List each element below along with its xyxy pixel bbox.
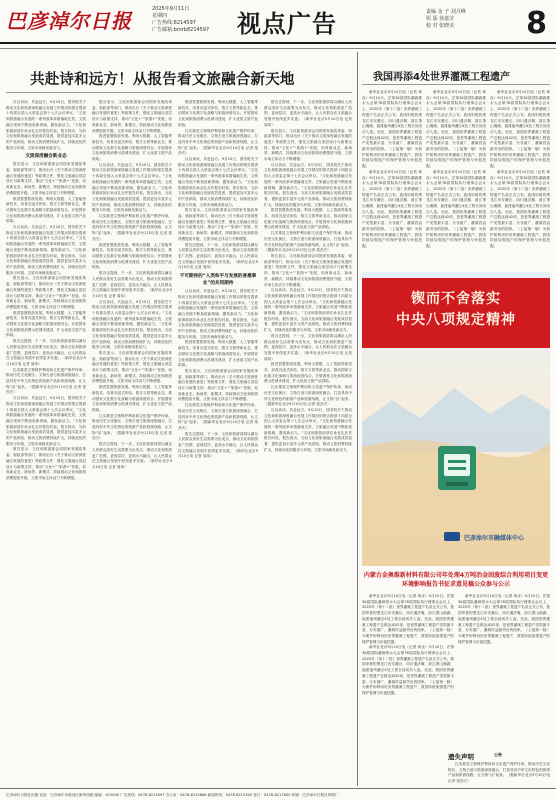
paragraph: 新华社北京9月10日电（记者 黄垚）9月10日，在第36届国际灌溉排水大会第76届国际执行理事会会议上，2025年（第十二批）世界灌溉工程遗产名录正式公布，我国申报的黑龙江庆安灌区、四川通济堰、浙江萧山湘湖、福建福州灌区4处工程全部成功入选。至此，我国世界灌溉工程遗产总数达到42项，是世界灌溉工程遗产类型最丰富、分布最广、灌溉效益最突出的国家。（上接第一版）为保护和利用好世界灌溉工程遗产，我国持续加强遗产的保护管理与价值挖掘。 — [490, 90, 550, 169]
lost-notice-title: 遗失声明 — [448, 753, 474, 761]
paragraph: 旦以谈谈，共赴远方。9月10日，国务院关于推动文化和旅游深度融合发展工作情况的报告提请十四届全国人大常委会第十七次会议审议。“文化和旅游融合发展的一系列改革举措落地生效，文旅融合发展不断拓宽新领域、激发新活力。”文化和旅游部部长孙业礼在作报告时说。报告指出，当前文化和旅游融合发展成效显著，提供更加丰富多元的产品供给，推动文旅消费持续扩大，持续优化的服务与环境，文旅市场焕发新活力。 — [6, 100, 86, 150]
right-column-1 — [362, 90, 422, 266]
paragraph: 旦以谈谈，共赴远方。9月10日，国务院关于推动文化和旅游深度融合发展工作情况的报告提请十四届全国人大常委会第十七次会议审议。“文化和旅游融合发展的一系列改革举措落地生效，文旅融合发展不断拓宽新领域、激发新活力。”文化和旅游部部长孙业礼在作报告时说。报告指出，当前文化和旅游融合发展成效显著，提供更加丰富多元的产品供给，推动文旅消费持续扩大，持续优化的服务与环境，文旅市场焕发新活力。 — [178, 157, 258, 207]
paragraph: 扎实推进文物保护利用和文化遗产保护传承，推动历史文化街区、文物古迹与旅游深度融合，打造具有中华文化特色的旅游产品和旅游线路，让文物“活”起来。（据新华社北京9月10日电 记者 梁劲夫） — [6, 367, 86, 395]
paragraph: 旦以谈谈，共赴远方。9月10日，国务院关于推动文化和旅游深度融合发展工作情况的报告提请十四届全国人大常委会第十七次会议审议。“文化和旅游融合发展的一系列改革举措落地生效，文旅融合发展不断拓宽新领域、激发新活力。”文化和旅游部部长孙业礼在作报告时说。报告指出，当前文化和旅游融合发展成效显著，提供更加丰富多元的产品供给，推动文旅消费持续扩大，持续优化的服务与环境，文旅市场焕发新活力。 — [264, 162, 352, 207]
paragraph: 报告还提到，下一步，文化和旅游部将以满足人民群众美好生活需要为出发点，推动文化和旅游更广范围、更深层次、更高水平融合，让人民群众在文旅融合发展中获得更多实惠。（新华社北京9月10日电 记者 周玮） — [92, 442, 172, 469]
paragraph: 扎实推进文物保护利用和文化遗产保护传承，推动历史文化街区、文物古迹与旅游深度融合，打造具有中华文化特色的旅游产品和旅游线路，让文物“活”起来。（据新华社北京9月10日电 记者 梁劲夫） — [92, 214, 172, 241]
paragraph: 推进智慧旅游发展。利用大数据、人工智能等新技术，培育沉浸式体验、数字文旅等新业态，推动国家文化数字化战略与旅游深度结合。开展国家文化和旅游消费示范城市建设，扩大优质文旅产品供给。 — [178, 100, 258, 127]
paragraph: 旦以谈谈，共赴远方。9月10日，国务院关于推动文化和旅游深度融合发展工作情况的报告提请十四届全国人大常委会第十七次会议审议。“文化和旅游融合发展的一系列改革举措落地生效，文旅融合发展不断拓宽新领域、激发新活力。”文化和旅游部部长孙业礼在作报告时说。报告指出，当前文化和旅游融合发展成效显著，提供更加丰富多元的产品供给，推动文旅消费持续扩大，持续优化的服务与环境，文旅市场焕发新活力。 — [6, 225, 86, 275]
right-column-2 — [426, 90, 486, 266]
issue-meta — [152, 6, 209, 34]
paragraph: 推进智慧旅游发展。利用大数据、人工智能等新技术，培育沉浸式体验、数字文旅等新业态，推动国家文化数字化战略与旅游深度结合。开展国家文化和旅游消费示范城市建设，扩大优质文旅产品供给。 — [6, 310, 86, 338]
paragraph: 新华社北京9月10日电（记者 黄垚）9月10日，在第36届国际灌溉排水大会第76届国际执行理事会会议上，2025年（第十二批）世界灌溉工程遗产名录正式公布，我国申报的黑龙江庆安灌区、四川通济堰、浙江萧山湘湖、福建福州灌区4处工程全部成功入选。至此，我国世界灌溉工程遗产总数达到42项，是世界灌溉工程遗产类型最丰富、分布最广、灌溉效益最突出的国家。（上接第一版）为保护和利用好世界灌溉工程遗产，我国持续加强遗产的保护管理与价值挖掘。 — [362, 645, 454, 695]
paragraph: 新华社北京9月10日电（记者 黄垚）9月10日，在第36届国际灌溉排水大会第76届国际执行理事会会议上，2025年（第十二批）世界灌溉工程遗产名录正式公布，我国申报的黑龙江庆安灌区、四川通济堰、浙江萧山湘湖、福建福州灌区4处工程全部成功入选。至此，我国世界灌溉工程遗产总数达到42项，是世界灌溉工程遗产类型最丰富、分布最广、灌溉效益最突出的国家。（上接第一版）为保护和利用好世界灌溉工程遗产，我国持续加强遗产的保护管理与价值挖掘。 — [362, 594, 454, 644]
paragraph: 旦以谈谈，共赴远方。9月10日，国务院关于推动文化和旅游深度融合发展工作情况的报告提请十四届全国人大常委会第十七次会议审议。“文化和旅游融合发展的一系列改革举措落地生效，文旅融合发展不断拓宽新领域、激发新活力。”文化和旅游部部长孙业礼在作报告时说。报告指出，当前文化和旅游融合发展成效显著，提供更加丰富多元的产品供给，推动文旅消费持续扩大，持续优化的服务与环境，文旅市场焕发新活力。 — [92, 162, 172, 213]
page-footer: 巴彦淖尔日报社出版 社址：巴彦淖尔市临河区新华西街 邮编：015000 广告热线：0478-8214597 办公室：0478-8215866 新闻热线：0478-8212345 发行：0478-8217800 印刷：巴彦淖尔日报社印刷厂 — [6, 793, 339, 797]
paragraph: 报告显示，文化和旅游部会同国家发展改革委、财政部等部门，推动出台《关于推动文旅深度融合发展的意见》等政策文件，强化文旅融合顶层设计与政策支持，推动“文化+”“旅游+”发展，培育新业态、新场景、新模式，持续推动文化和旅游消费提质升级，文旅市场主体活力不断增强。 — [92, 350, 172, 384]
paragraph: 旦以谈谈，共赴远方。9月10日，国务院关于推动文化和旅游深度融合发展工作情况的报告提请十四届全国人大常委会第十七次会议审议。“文化和旅游融合发展的一系列改革举措落地生效，文旅融合发展不断拓宽新领域、激发新活力。”文化和旅游部部长孙业礼在作报告时说。报告指出，当前文化和旅游融合发展成效显著，提供更加丰富多元的产品供给，推动文旅消费持续扩大，持续优化的服务与环境，文旅市场焕发新活力。 — [6, 396, 86, 446]
newspaper-logo: 巴彦淖尔日报 — [6, 9, 132, 33]
paragraph: 报告显示，文化和旅游部会同国家发展改革委、财政部等部门，推动出台《关于推动文旅深度融合发展的意见》等政策文件，强化文旅融合顶层设计与政策支持，推动“文化+”“旅游+”发展，培育新业态、新场景、新模式，持续推动文化和旅游消费提质升级，文旅市场主体活力不断增强。 — [178, 368, 258, 402]
paragraph: 新华社北京9月10日电（记者 黄垚）9月10日，在第36届国际灌溉排水大会第76届国际执行理事会会议上，2025年（第十二批）世界灌溉工程遗产名录正式公布，我国申报的黑龙江庆安灌区、四川通济堰、浙江萧山湘湖、福建福州灌区4处工程全部成功入选。至此，我国世界灌溉工程遗产总数达到42项，是世界灌溉工程遗产类型最丰富、分布最广、灌溉效益最突出的国家。（上接第一版）为保护和利用好世界灌溉工程遗产，我国持续加强遗产的保护管理与价值挖掘。 — [362, 169, 422, 248]
ad-email: 广告邮箱:bmrb8214597 — [152, 27, 210, 33]
paragraph: 扎实推进文物保护利用和文化遗产保护传承，推动历史文化街区、文物古迹与旅游深度融合，打造具有中华文化特色的旅游产品和旅游线路，让文物“活”起来。（据新华社北京9月10日电 记者 梁劲夫） — [178, 403, 258, 430]
left-article-title: 共赴诗和远方！从报告看文旅融合新天地 — [30, 72, 295, 88]
paragraph: 推进智慧旅游发展。利用大数据、人工智能等新技术，培育沉浸式体验、数字文旅等新业态，推动国家文化数字化战略与旅游深度结合。开展国家文化和旅游消费示范城市建设，扩大优质文旅产品供给。 — [264, 362, 352, 384]
paragraph: 旦以谈谈，共赴远方。9月10日，国务院关于推动文化和旅游深度融合发展工作情况的报告提请十四届全国人大常委会第十七次会议审议。“文化和旅游融合发展的一系列改革举措落地生效，文旅融合发展不断拓宽新领域、激发新活力。”文化和旅游部部长孙业礼在作报告时说。报告指出，当前文化和旅游融合发展成效显著，提供更加丰富多元的产品供给，推动文旅消费持续扩大，持续优化的服务与环境，文旅市场焕发新活力。 — [264, 288, 352, 333]
paragraph: 报告显示，文化和旅游部会同国家发展改革委、财政部等部门，推动出台《关于推动文旅深度融合发展的意见》等政策文件，强化文旅融合顶层设计与政策支持，推动“文化+”“旅游+”发展，培育新业态、新场景、新模式，持续推动文化和旅游消费提质升级，文旅市场主体活力不断增强。 — [92, 100, 172, 133]
paragraph: 推进智慧旅游发展。利用大数据、人工智能等新技术，培育沉浸式体验、数字文旅等新业态，推动国家文化数字化战略与旅游深度结合。开展国家文化和旅游消费示范城市建设，扩大优质文旅产品供给。 — [178, 340, 258, 368]
paragraph: 扎实推进文物保护利用和文化遗产保护传承，推动历史文化街区、文物古迹与旅游深度融合，打造具有中华文化特色的旅游产品和旅游线路，让文物“活”起来。（据新华社北京9月10日电 记者 梁劲夫） — [264, 231, 352, 253]
left-column-2 — [92, 100, 172, 780]
lost-notice-label: 公告 — [494, 752, 502, 757]
paragraph: 报告显示，文化和旅游部会同国家发展改革委、财政部等部门，推动出台《关于推动文旅深度融合发展的意见》等政策文件，强化文旅融合顶层设计与政策支持，推动“文化+”“旅游+”发展，培育新业态、新场景、新模式，持续推动文化和旅游消费提质升级，文旅市场主体活力不断增强。 — [6, 162, 86, 195]
paragraph: 扎实推进文物保护利用和文化遗产保护传承，推动历史文化街区、文物古迹与旅游深度融合，打造具有中华文化特色的旅游产品和旅游线路，让文物“活”起来。（据新华社北京9月10日电 记者 梁劲夫） — [178, 128, 258, 156]
paragraph: 报告还提到，下一步，文化和旅游部将以满足人民群众美好生活需要为出发点，推动文化和旅游更广范围、更深层次、更高水平融合，让人民群众在文旅融合发展中获得更多实惠。（新华社北京9月10日电 记者 周玮） — [178, 242, 258, 270]
paragraph: 新华社北京9月10日电（记者 黄垚）9月10日，在第36届国际灌溉排水大会第76届国际执行理事会会议上，2025年（第十二批）世界灌溉工程遗产名录正式公布，我国申报的黑龙江庆安灌区、四川通济堰、浙江萧山湘湖、福建福州灌区4处工程全部成功入选。至此，我国世界灌溉工程遗产总数达到42项，是世界灌溉工程遗产类型最丰富、分布最广、灌溉效益最突出的国家。（上接第一版）为保护和利用好世界灌溉工程遗产，我国持续加强遗产的保护管理与价值挖掘。 — [362, 90, 422, 169]
ad-phone: 广告热线:8214597 — [152, 20, 196, 26]
paragraph: 报告还提到，下一步，文化和旅游部将以满足人民群众美好生活需要为出发点，推动文化和旅游更广范围、更深层次、更高水平融合，让人民群众在文旅融合发展中获得更多实惠。（新华社北京9月10日电 记者 周玮） — [264, 100, 352, 127]
lost-notice-body — [448, 762, 550, 786]
paragraph: 新华社北京9月10日电（记者 黄垚）9月10日，在第36届国际灌溉排水大会第76届国际执行理事会会议上，2025年（第十二批）世界灌溉工程遗产名录正式公布，我国申报的黑龙江庆安灌区、四川通济堰、浙江萧山湘湖、福建福州灌区4处工程全部成功入选。至此，我国世界灌溉工程遗产总数达到42项，是世界灌溉工程遗产类型最丰富、分布最广、灌溉效益最突出的国家。（上接第一版）为保护和利用好世界灌溉工程遗产，我国持续加强遗产的保护管理与价值挖掘。 — [426, 90, 486, 169]
paragraph: 报告显示，文化和旅游部会同国家发展改革委、财政部等部门，推动出台《关于推动文旅深度融合发展的意见》等政策文件，强化文旅融合顶层设计与政策支持，推动“文化+”“旅游+”发展，培育新业态、新场景、新模式，持续推动文化和旅游消费提质升级，文旅市场主体活力不断增强。 — [264, 253, 352, 287]
paragraph: 报告显示，文化和旅游部会同国家发展改革委、财政部等部门，推动出台《关于推动文旅深度融合发展的意见》等政策文件，强化文旅融合顶层设计与政策支持，推动“文化+”“旅游+”发展，培育新业态、新场景、新模式，持续推动文化和旅游消费提质升级，文旅市场主体活力不断增强。 — [178, 208, 258, 241]
paragraph: 扎实推进文物保护利用和文化遗产保护传承，推动历史文化街区、文物古迹与旅游深度融合，打造具有中华文化特色的旅游产品和旅游线路，让文物“活”起来。（据新华社北京9月10日电 记者 梁劲夫） — [448, 762, 550, 784]
poster-slogan-line1: 锲而不舍落实 — [411, 291, 501, 307]
paragraph: 推进智慧旅游发展。利用大数据、人工智能等新技术，培育沉浸式体验、数字文旅等新业态，推动国家文化数字化战略与旅游深度结合。开展国家文化和旅游消费示范城市建设，扩大优质文旅产品供给。 — [264, 208, 352, 230]
paragraph: 推进智慧旅游发展。利用大数据、人工智能等新技术，培育沉浸式体验、数字文旅等新业态，推动国家文化数字化战略与旅游深度结合。开展国家文化和旅游消费示范城市建设，扩大优质文旅产品供给。 — [92, 134, 172, 162]
paragraph: 报告还提到，下一步，文化和旅游部将以满足人民群众美好生活需要为出发点，推动文化和旅游更广范围、更深层次、更高水平融合，让人民群众在文旅融合发展中获得更多实惠。（新华社北京9月10日电 记者 周玮） — [6, 339, 86, 366]
paragraph: 报告显示，文化和旅游部会同国家发展改革委、财政部等部门，推动出台《关于推动文旅深度融合发展的意见》等政策文件，强化文旅融合顶层设计与政策支持，推动“文化+”“旅游+”发展，培育新业态、新场景、新模式，持续推动文化和旅游消费提质升级，文旅市场主体活力不断增强。 — [6, 447, 86, 480]
poster-landscape-illustration — [362, 272, 550, 566]
page-number: 8 — [526, 6, 547, 41]
right-title-underline — [362, 84, 550, 85]
paragraph: 新华社北京9月10日电（记者 黄垚）9月10日，在第36届国际灌溉排水大会第76届国际执行理事会会议上，2025年（第十二批）世界灌溉工程遗产名录正式公布，我国申报的黑龙江庆安灌区、四川通济堰、浙江萧山湘湖、福建福州灌区4处工程全部成功入选。至此，我国世界灌溉工程遗产总数达到42项，是世界灌溉工程遗产类型最丰富、分布最广、灌溉效益最突出的国家。（上接第一版）为保护和利用好世界灌溉工程遗产，我国持续加强遗产的保护管理与价值挖掘。 — [458, 594, 550, 644]
eia-notice-title: 内蒙古金奥维新材料有限公司年处理4万吨冶金固废综合利用项目变更环境影响报告书征求意见稿公众参与公示 — [363, 572, 549, 588]
paragraph: 扎实推进文物保护利用和文化遗产保护传承，推动历史文化街区、文物古迹与旅游深度融合，打造具有中华文化特色的旅游产品和旅游线路，让文物“活”起来。（据新华社北京9月10日电 记者 梁劲夫） — [264, 385, 352, 407]
notice-column-1 — [362, 594, 454, 782]
paragraph: 推进智慧旅游发展。利用大数据、人工智能等新技术，培育沉浸式体验、数字文旅等新业态，推动国家文化数字化战略与旅游深度结合。开展国家文化和旅游消费示范城市建设，扩大优质文旅产品供给。 — [92, 385, 172, 412]
paragraph: 扎实推进文物保护利用和文化遗产保护传承，推动历史文化街区、文物古迹与旅游深度融合，打造具有中华文化特色的旅游产品和旅游线路，让文物“活”起来。（据新华社北京9月10日电 记者 梁劲夫） — [92, 413, 172, 441]
masthead — [0, 0, 556, 44]
notice-column-2 — [458, 594, 550, 746]
left-column-3 — [178, 100, 258, 780]
right-article-title: 我国再添4处世界灌溉工程遗产 — [373, 72, 510, 83]
paragraph: 报告还提到，下一步，文化和旅游部将以满足人民群众美好生活需要为出发点，推动文化和旅游更广范围、更深层次、更高水平融合，让人民群众在文旅融合发展中获得更多实惠。（新华社北京9月10日电 记者 周玮） — [264, 333, 352, 361]
editors-block: 责编 金 子 刘月峰 组 版 徐嘉莹 校 对 张晓美 — [426, 9, 466, 29]
paragraph: 旦以谈谈，共赴远方。9月10日，国务院关于推动文化和旅游深度融合发展工作情况的报告提请十四届全国人大常委会第十七次会议审议。“文化和旅游融合发展的一系列改革举措落地生效，文旅融合发展不断拓宽新领域、激发新活力。”文化和旅游部部长孙业礼在作报告时说。报告指出，当前文化和旅游融合发展成效显著，提供更加丰富多元的产品供给，推动文旅消费持续扩大，持续优化的服务与环境，文旅市场焕发新活力。 — [264, 407, 352, 452]
paragraph: 报告还提到，下一步，文化和旅游部将以满足人民群众美好生活需要为出发点，推动文化和旅游更广范围、更深层次、更高水平融合，让人民群众在文旅融合发展中获得更多实惠。（新华社北京9月10日电 记者 周玮） — [178, 431, 258, 459]
poster-organization: 巴彦淖尔市融媒体中心 — [464, 535, 525, 542]
paragraph: 报告还提到，下一步，文化和旅游部将以满足人民群众美好生活需要为出发点，推动文化和旅游更广范围、更深层次、更高水平融合，让人民群众在文旅融合发展中获得更多实惠。（新华社北京9月10日电 记者 周玮） — [92, 271, 172, 298]
left-column-4 — [264, 100, 352, 780]
left-title-underline — [6, 92, 352, 93]
subheading: 不可期待的“人类和平与发展的普惠事业”的共同期待 — [179, 274, 257, 287]
issue-weekday: 星期四 — [152, 13, 168, 19]
poster-slogan-line2: 中央八项规定精神 — [396, 312, 516, 328]
section-title: 视点广告 — [237, 9, 337, 38]
issue-date: 2025年9月11日 — [152, 6, 190, 12]
subheading: 文旅深度融合新业态 — [25, 154, 67, 160]
paragraph: 推进智慧旅游发展。利用大数据、人工智能等新技术，培育沉浸式体验、数字文旅等新业态，推动国家文化数字化战略与旅游深度结合。开展国家文化和旅游消费示范城市建设，扩大优质文旅产品供给。 — [92, 242, 172, 270]
divider-bottom — [0, 788, 556, 789]
public-service-poster — [362, 272, 550, 566]
divider-vertical — [357, 52, 358, 786]
paragraph: 旦以谈谈，共赴远方。9月10日，国务院关于推动文化和旅游深度融合发展工作情况的报告提请十四届全国人大常委会第十七次会议审议。“文化和旅游融合发展的一系列改革举措落地生效，文旅融合发展不断拓宽新领域、激发新活力。”文化和旅游部部长孙业礼在作报告时说。报告指出，当前文化和旅游融合发展成效显著，提供更加丰富多元的产品供给，推动文旅消费持续扩大，持续优化的服务与环境，文旅市场焕发新活力。 — [92, 299, 172, 350]
divider-top — [0, 48, 556, 49]
paragraph: 新华社北京9月10日电（记者 黄垚）9月10日，在第36届国际灌溉排水大会第76届国际执行理事会会议上，2025年（第十二批）世界灌溉工程遗产名录正式公布，我国申报的黑龙江庆安灌区、四川通济堰、浙江萧山湘湖、福建福州灌区4处工程全部成功入选。至此，我国世界灌溉工程遗产总数达到42项，是世界灌溉工程遗产类型最丰富、分布最广、灌溉效益最突出的国家。（上接第一版）为保护和利用好世界灌溉工程遗产，我国持续加强遗产的保护管理与价值挖掘。 — [426, 169, 486, 248]
left-column-1 — [6, 100, 86, 780]
paragraph: 报告显示，文化和旅游部会同国家发展改革委、财政部等部门，推动出台《关于推动文旅深度融合发展的意见》等政策文件，强化文旅融合顶层设计与政策支持，推动“文化+”“旅游+”发展，培育新业态、新场景、新模式，持续推动文化和旅游消费提质升级，文旅市场主体活力不断增强。 — [264, 128, 352, 162]
paragraph: 报告显示，文化和旅游部会同国家发展改革委、财政部等部门，推动出台《关于推动文旅深度融合发展的意见》等政策文件，强化文旅融合顶层设计与政策支持，推动“文化+”“旅游+”发展，培育新业态、新场景、新模式，持续推动文化和旅游消费提质升级，文旅市场主体活力不断增强。 — [6, 276, 86, 309]
paragraph: 推进智慧旅游发展。利用大数据、人工智能等新技术，培育沉浸式体验、数字文旅等新业态，推动国家文化数字化战略与旅游深度结合。开展国家文化和旅游消费示范城市建设，扩大优质文旅产品供给。 — [6, 196, 86, 224]
paragraph: 新华社北京9月10日电（记者 黄垚）9月10日，在第36届国际灌溉排水大会第76届国际执行理事会会议上，2025年（第十二批）世界灌溉工程遗产名录正式公布，我国申报的黑龙江庆安灌区、四川通济堰、浙江萧山湘湖、福建福州灌区4处工程全部成功入选。至此，我国世界灌溉工程遗产总数达到42项，是世界灌溉工程遗产类型最丰富、分布最广、灌溉效益最突出的国家。（上接第一版）为保护和利用好世界灌溉工程遗产，我国持续加强遗产的保护管理与价值挖掘。 — [490, 169, 550, 248]
right-column-3 — [490, 90, 550, 266]
paragraph: 旦以谈谈，共赴远方。9月10日，国务院关于推动文化和旅游深度融合发展工作情况的报告提请十四届全国人大常委会第十七次会议审议。“文化和旅游融合发展的一系列改革举措落地生效，文旅融合发展不断拓宽新领域、激发新活力。”文化和旅游部部长孙业礼在作报告时说。报告指出，当前文化和旅游融合发展成效显著，提供更加丰富多元的产品供给，推动文旅消费持续扩大，持续优化的服务与环境，文旅市场焕发新活力。 — [178, 289, 258, 339]
